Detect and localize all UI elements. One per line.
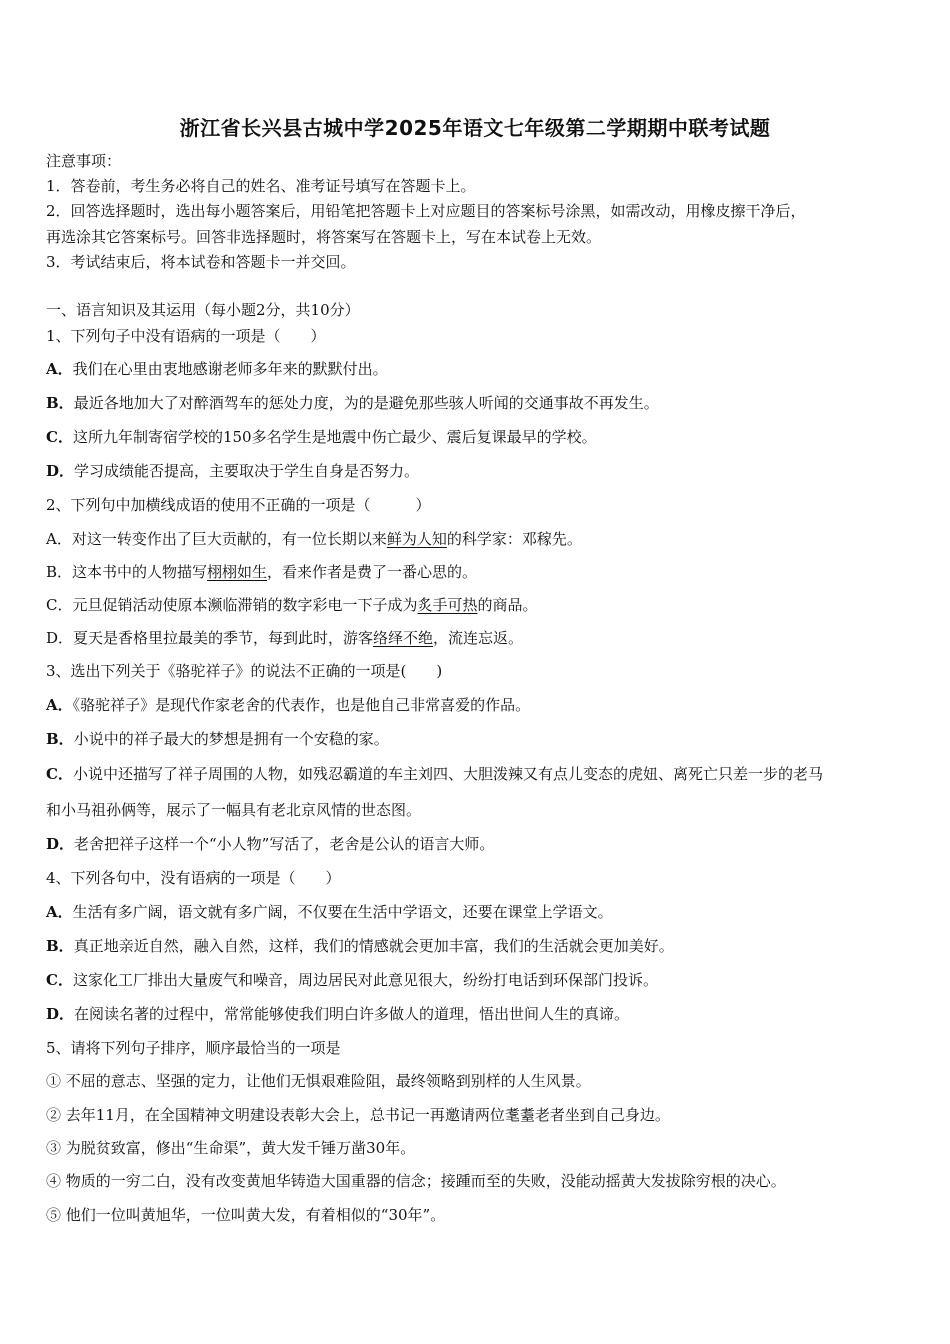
- question-3-stem: 3、选出下列关于《骆驼祥子》的说法不正确的一项是( ): [46, 662, 443, 680]
- option-text: 在阅读名著的过程中，常常能够使我们明白许多做人的道理，悟出世间人生的真谛。: [74, 1005, 630, 1023]
- option-text: 这所九年制寄宿学校的150多名学生是地震中伤亡最少、震后复课最早的学校。: [72, 428, 597, 446]
- question-1-option-a: [46, 358, 910, 380]
- question-3-option-b: [46, 728, 910, 750]
- question-3-option-a: [46, 694, 910, 716]
- notice-heading: 注意事项：: [46, 152, 122, 170]
- question-4-option-b: [46, 935, 910, 957]
- question-4-option-a: [46, 901, 910, 923]
- question-2-stem: 2、下列句中加横线成语的使用不正确的一项是（ ）: [46, 496, 431, 514]
- option-text: 《骆驼祥子》是现代作家老舍的代表作，也是他自己非常喜爱的作品。: [72, 696, 531, 714]
- option-label: D．: [46, 462, 75, 480]
- option-label: D．: [46, 1005, 75, 1023]
- question-4-stem: 4、下列各句中，没有语病的一项是（ ）: [46, 869, 341, 887]
- question-3-option-d: [46, 833, 910, 855]
- option-text: ，流连忘返。: [433, 629, 524, 647]
- option-text: 小说中还描写了祥子周围的人物，如残忍霸道的车主刘四、大胆泼辣又有点儿变态的虎妞、离死亡只差一步的老马: [72, 765, 823, 783]
- question-4-option-c: [46, 969, 910, 991]
- section-heading: 一、语言知识及其运用（每小题2分，共10分）: [46, 301, 360, 319]
- option-text: 我们在心里由衷地感谢老师多年来的默默付出。: [72, 360, 388, 378]
- option-label: B．: [46, 937, 74, 955]
- option-text: 的商品。: [477, 596, 538, 614]
- question-1-option-b: [46, 392, 910, 414]
- underlined-idiom: 炙手可热: [417, 596, 478, 614]
- option-text: B．这本书中的人物描写: [46, 563, 208, 581]
- notice-item-2: 2．回答选择题时，选出每小题答案后，用铅笔把答题卡上对应题目的答案标号涂黑，如需改动，用橡皮擦干净后，: [46, 202, 806, 220]
- option-label: A．: [46, 360, 73, 378]
- question-2-option-b: [46, 561, 910, 583]
- page-title: 浙江省长兴县古城中学2025年语文七年级第二学期期中联考试题: [179, 116, 771, 140]
- option-text: 真正地亲近自然，融入自然，这样，我们的情感就会更加丰富，我们的生活就会更加美好。: [73, 937, 674, 955]
- option-label: A．: [46, 696, 73, 714]
- option-label: C．: [46, 428, 73, 446]
- option-text: A．对这一转变作出了巨大贡献的，有一位长期以来: [46, 530, 387, 548]
- notice-item-1: 1．答卷前，考生务必将自己的姓名、准考证号填写在答题卡上。: [46, 177, 476, 195]
- option-label: C．: [46, 971, 73, 989]
- option-label: B．: [46, 394, 74, 412]
- option-text: ，看来作者是费了一番心思的。: [267, 563, 478, 581]
- option-label: D．: [46, 835, 75, 853]
- underlined-idiom: 栩栩如生: [207, 563, 268, 581]
- option-text: 生活有多广阔，语文就有多广阔，不仅要在生活中学语文，还要在课堂上学语文。: [72, 903, 613, 921]
- question-2-option-a: [46, 528, 910, 550]
- option-text: 小说中的祥子最大的梦想是拥有一个安稳的家。: [73, 730, 389, 748]
- option-label: C．: [46, 765, 73, 783]
- option-text: 老舍把祥子这样一个“小人物”写活了，老舍是公认的语言大师。: [74, 835, 495, 853]
- notice-item-2-cont: 再选涂其它答案标号。回答非选择题时，将答案写在答题卡上，写在本试卷上无效。: [46, 228, 602, 246]
- underlined-idiom: 络绎不绝: [373, 629, 434, 647]
- question-2-option-d: [46, 627, 910, 649]
- question-3-option-c: [46, 763, 910, 785]
- sentence-5: ⑤ 他们一位叫黄旭华，一位叫黄大发，有着相似的“30年”。: [46, 1206, 446, 1224]
- underlined-idiom: 鲜为人知: [386, 530, 447, 548]
- question-1-option-d: [46, 460, 910, 482]
- question-2-option-c: [46, 594, 910, 616]
- option-label: B．: [46, 730, 74, 748]
- option-text: D．夏天是香格里拉最美的季节，每到此时，游客: [46, 629, 374, 647]
- option-text: 学习成绩能否提高，主要取决于学生自身是否努力。: [74, 462, 420, 480]
- option-text: 这家化工厂排出大量废气和噪音，周边居民对此意见很大，纷纷打电话到环保部门投诉。: [72, 971, 658, 989]
- question-5-stem: 5、请将下列句子排序，顺序最恰当的一项是: [46, 1039, 341, 1057]
- sentence-4: ④ 物质的一穷二白，没有改变黄旭华铸造大国重器的信念；接踵而至的失败，没能动摇黄大发拔除穷根的决心。: [46, 1172, 786, 1190]
- option-text: 的科学家：邓稼先。: [446, 530, 582, 548]
- question-3-option-c-cont: 和小马祖孙俩等，展示了一幅具有老北京风情的世态图。: [46, 801, 422, 819]
- question-4-option-d: [46, 1003, 910, 1025]
- sentence-2: ② 去年11月，在全国精神文明建设表彰大会上，总书记一再邀请两位耄耋老者坐到自己身边。: [46, 1106, 670, 1124]
- option-label: A．: [46, 903, 73, 921]
- question-1-option-c: [46, 426, 910, 448]
- question-1-stem: 1、下列句子中没有语病的一项是（ ）: [46, 327, 326, 345]
- sentence-3: ③ 为脱贫致富，修出“生命渠”，黄大发千锤万凿30年。: [46, 1139, 416, 1157]
- option-text: 最近各地加大了对醉酒驾车的惩处力度，为的是避免那些骇人听闻的交通事故不再发生。: [73, 394, 659, 412]
- option-text: C．元旦促销活动使原本濒临滞销的数字彩电一下子成为: [46, 596, 418, 614]
- notice-item-3: 3．考试结束后，将本试卷和答题卡一并交回。: [46, 253, 356, 271]
- sentence-1: ① 不屈的意志、坚强的定力，让他们无惧艰难险阻，最终领略到别样的人生风景。: [46, 1072, 591, 1090]
